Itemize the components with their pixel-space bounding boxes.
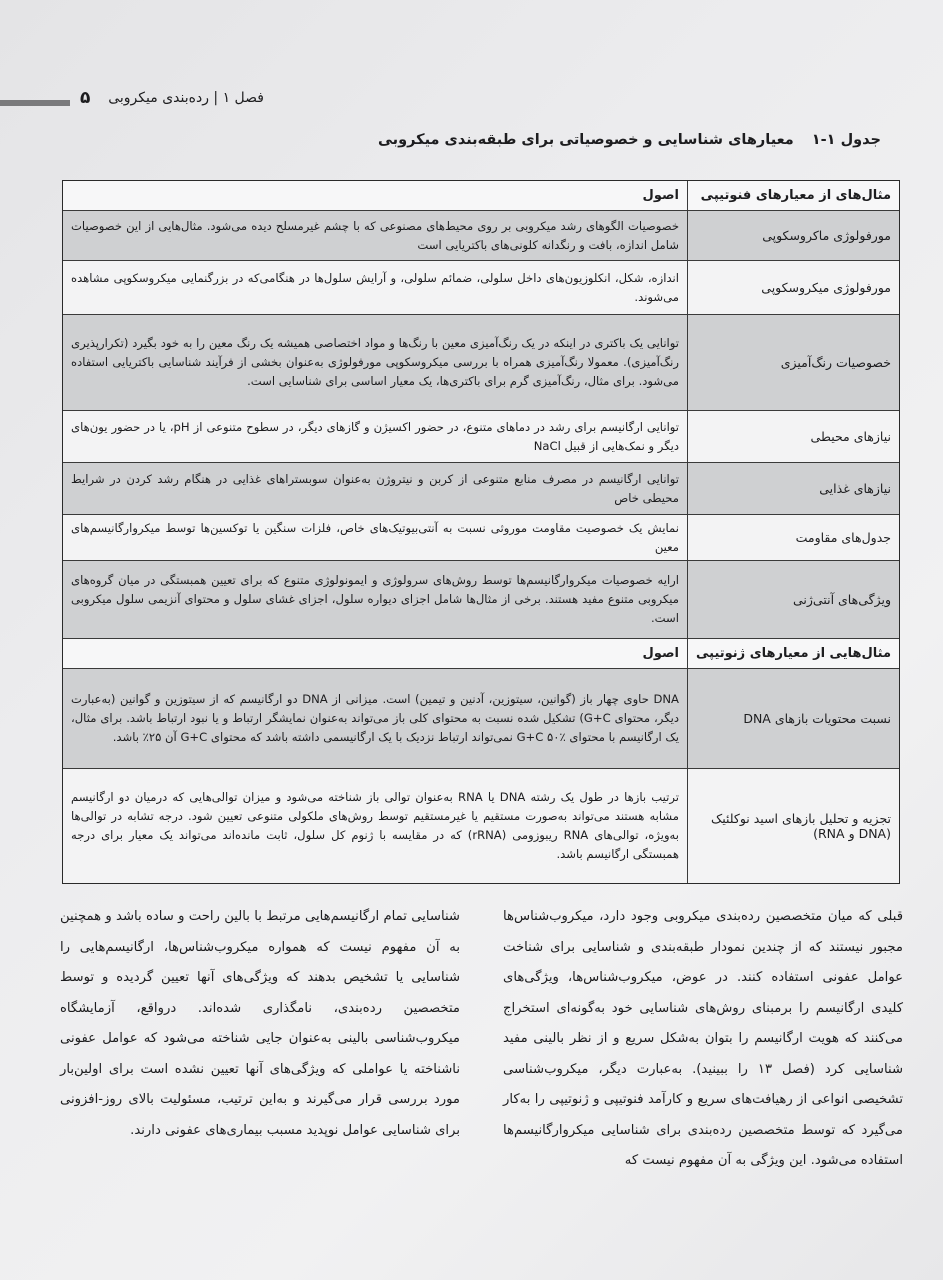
table-row: [63, 211, 899, 261]
criterion-name: تجزیه و تحلیل بازهای اسید نوکلئیک (DNA و RNA): [687, 769, 899, 883]
criterion-description: خصوصیات الگوهای رشد میکروبی بر روی محیط‌های مصنوعی که با چشم غیرمسلح دیده می‌شود. مثال‌هایی از این خصوصیات شامل اندازه، بافت و رنگدانه کلونی‌های باکتریایی است: [71, 218, 679, 252]
table-number: جدول ۱-۱: [811, 132, 881, 148]
criterion-name: نیازهای محیطی: [687, 411, 899, 462]
criterion-name: مورفولوژی میکروسکوپی: [687, 261, 899, 314]
header-cell-principle: اصول: [642, 646, 679, 661]
table-row: [63, 463, 899, 515]
header-cell-name: مثال‌هایی از معیارهای ژنوتیپی: [687, 639, 899, 668]
criterion-description: اندازه، شکل، انکلوزیون‌های داخل سلولی، ضمائم سلولی، و آرایش سلول‌ها در هنگامی‌که در بزرگنمایی میکروسکوپی مشاهده می‌شوند.: [71, 270, 679, 304]
criterion-description: توانایی ارگانیسم در مصرف منابع متنوعی از کربن و نیتروژن به‌عنوان سوبستراهای غذایی در هنگام رشد کردن در شرایط محیطی خاص: [71, 471, 679, 505]
table-row: [63, 769, 899, 883]
criterion-name: ویژگی‌های آنتی‌ژنی: [687, 561, 899, 638]
table-caption: [61, 132, 881, 148]
criterion-name: مورفولوژی ماکروسکوپی: [687, 211, 899, 260]
criterion-name: خصوصیات رنگ‌آمیزی: [687, 315, 899, 410]
chapter-title: فصل ۱ | رده‌بندی میکروبی: [108, 90, 264, 106]
criterion-description: نمایش یک خصوصیت مقاومت موروثی نسبت به آنتی‌بیوتیک‌های خاص، فلزات سنگین یا توکسین‌ها توسط میکروارگانیسم‌های معین: [71, 520, 679, 554]
criterion-description: توانایی یک باکتری در اینکه در یک رنگ‌آمیزی معین با رنگ‌ها و مواد اختصاصی همیشه یک رنگ معین را به خود بگیرد (تکرار‌پذیری رنگ‌آمیزی). معمولا رنگ‌آمیزی همراه با بررسی میکروسکوپی مورفولوژی به‌عنوان بخشی از فرآیند شناسایی باکتریایی استفاده می‌شود. برای مثال، رنگ‌آمیزی گرم برای باکتری‌ها، یک معیار اساسی برای شناسایی است.: [71, 336, 679, 388]
running-header: [0, 86, 943, 116]
criterion-name: نسبت محتویات بازهای DNA: [687, 669, 899, 768]
criterion-description: ترتیب بازها در طول یک رشته DNA یا RNA به‌عنوان توالی باز شناخته می‌شود و میزان توالی‌هایی که درمیان دو ارگانیسم مشابه هستند می‌تواند به‌صورت مستقیم یا غیرمستقیم توسط روش‌های ملکولی متنوعی تعیین شود. درجه تشابه در توالی‌ها به‌ویژه، توالی‌های RNA ریبوزومی (rRNA) که در مقایسه با ژنوم کل سلول، ثابت مانده‌اند می‌تواند یک معیار برای درجه همبستگی ارگانیسم باشد.: [71, 790, 679, 861]
table-row: [63, 411, 899, 463]
table-row: [63, 669, 899, 769]
body-text-left-column: شناسایی تمام ارگانیسم‌هایی مرتبط با بالین راحت و ساده باشد و همچنین به آن مفهوم نیست که همواره میکروب‌شناس‌ها، ارگانیسم‌هایی را شناسایی یا تشخیص بدهند که ویژگی‌های آنها تعیین گردیده و توسط متخصصین رده‌بندی، نامگذاری شده‌اند. درواقع، آزمایشگاه میکروب‌شناسی بالینی به‌عنوان جایی شناخته می‌شود که عوامل عفونی ناشناخته یا عواملی که ویژگی‌های آنها تعیین نشده است برای اولین‌بار مورد بررسی قرار می‌گیرند و به‌این ترتیب، مسئولیت بالای روز-افزونی برای شناسایی عوامل نوپدید مسبب بیماری‌های عفونی دارند.: [60, 909, 460, 1138]
criterion-name: نیازهای غذایی: [687, 463, 899, 514]
phenotypic-header-row: [63, 181, 899, 211]
criterion-description: ارایه خصوصیات میکروارگانیسم‌ها توسط روش‌های سرولوژی و ایمونولوژی متنوع که برای تعیین همبستگی در میان گروه‌های میکروبی متنوع مفید هستند. برخی از مثال‌ها شامل اجزای دیواره سلول، اجزای غشای سلول و محتوای آنزیمی سلول میکروبی است.: [71, 573, 679, 625]
criterion-description: توانایی ارگانیسم برای رشد در دماهای متنوع، در حضور اکسیژن و گازهای دیگر، در سطوح متنوعی از pH، یا در حضور یون‌های دیگر و نمک‌هایی از قبیل NaCl: [71, 419, 680, 453]
header-rule: [0, 100, 70, 106]
table-row: [63, 261, 899, 315]
header-cell-principle: اصول: [642, 188, 679, 203]
criterion-description: DNA حاوی چهار باز (گوانین، سیتوزین، آدنین و تیمین) است. میزانی از DNA دو ارگانیسم که از سیتوزین و گوانین (به‌عبارت دیگر، محتوای G+C) تشکیل شده نسبت به محتوای کلی باز می‌تواند به‌عنوان نمایشگر ارتباط و یا نبود ارتباط باشد. برای مثال، یک ارگانیسم با محتوای G+C ۵۰٪ نمی‌تواند ارتباط نزدیک با یک ارگانیسمی داشته باشد که محتوای G+C آن ۲۵٪ باشد.: [71, 692, 679, 744]
header-cell-name: مثال‌های از معیارهای فنوتیپی: [687, 181, 899, 210]
criteria-table: [62, 180, 900, 884]
criterion-name: جدول‌های مقاومت: [687, 515, 899, 560]
table-title: معیارهای شناسایی و خصوصیاتی برای طبقه‌بندی میکروبی: [378, 132, 794, 148]
table-row: [63, 315, 899, 411]
page-number: ۵: [80, 88, 91, 108]
genotypic-header-row: [63, 639, 899, 669]
table-row: [63, 515, 899, 561]
table-row: [63, 561, 899, 639]
body-text-right-column: قبلی که میان متخصصین رده‌بندی میکروبی وجود دارد، میکروب‌شناس‌ها مجبور نیستند که از چندین نمودار طبقه‌بندی و شناسایی برای شناخت عوامل عفونی استفاده کنند. در عوض، میکروب‌شناس‌ها، ویژگی‌های کلیدی ارگانیسم را برمبنای روش‌های شناسایی خود به‌گونه‌ای استخراج می‌کنند که هویت ارگانیسم را بتوان به‌شکل سریع و از نظر بالینی مفید شناسایی کرد (فصل ۱۳ را ببینید). به‌عبارت دیگر، میکروب‌شناسی تشخیصی انواعی از رهیافت‌های سریع و کارآمد فنوتیپی و ژنوتیپی را به‌کار می‌گیرد که توسط متخصصین رده‌بندی برای شناسایی میکروارگانیسم‌ها استفاده می‌شود. این ویژگی به آن مفهوم نیست که: [503, 909, 904, 1168]
